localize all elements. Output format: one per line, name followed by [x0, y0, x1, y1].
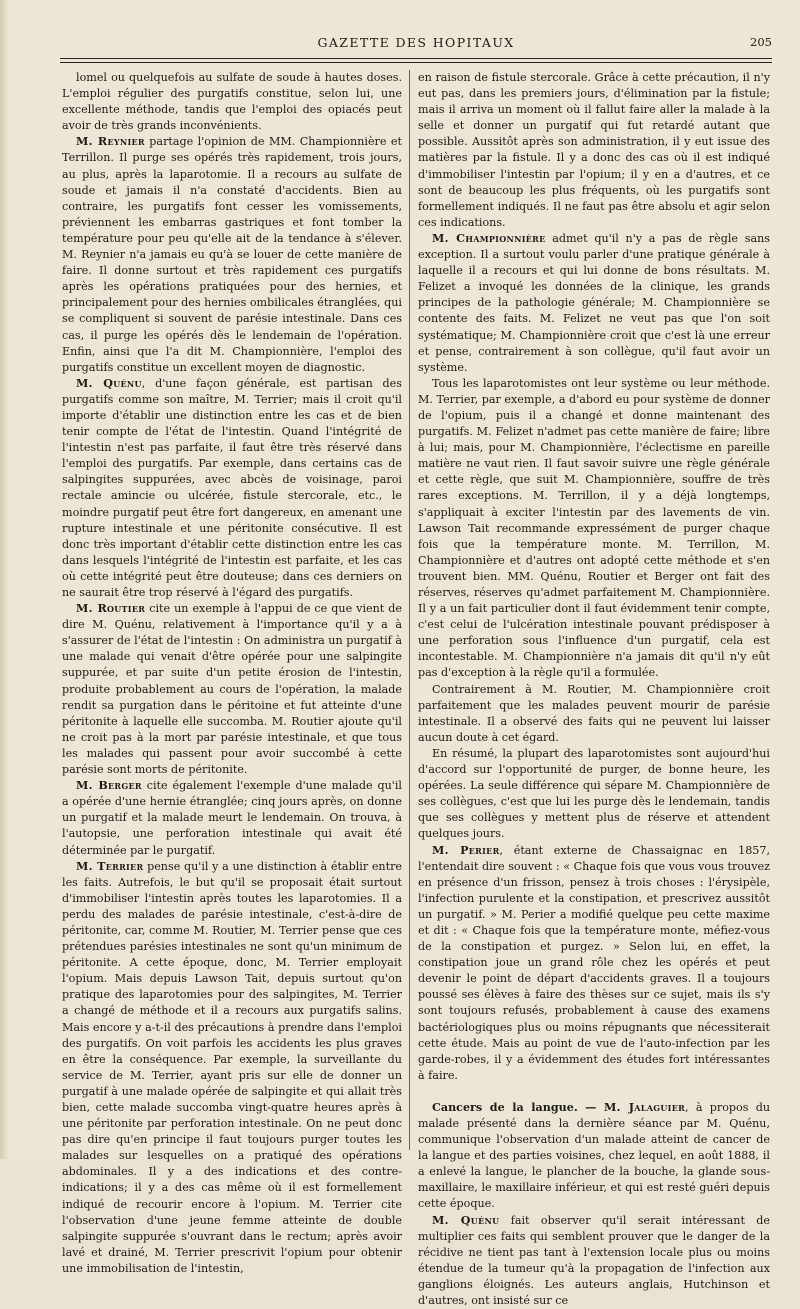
paragraph — [418, 70, 770, 231]
paragraph — [418, 843, 770, 1084]
speaker-name: M. Jalaguier — [604, 1100, 686, 1114]
paragraph-text: Tous les laparotomistes ont leur système ou leur méthode. M. Terrier, par exemple, a d'abord eu pour système de donner de l'opium, puis il a changé et donne maintenant des purgatifs. M. Felizet n'admet pas cette manière de faire; libre à lui; mais, pour M. Championnière, l'éclectisme en pareille matière ne vaut rien. Il faut savoir suivre une règle générale et cette règle, que suit M. Championnière, souffre de très rares exceptions. M. Terrillon, il y a déjà longtemps, s'appliquait à exciter l'intestin par des lavements de vin. Lawson Tait recommande expressément de purger chaque fois que la température monte. M. Terrillon, M. Championnière et d'autres ont adopté cette méthode et s'en trouvent bien. MM. Quénu, Routier et Berger ont fait des réserves, réserves qu'admet parfaitement M. Championnière. Il y a un fait particulier dont il faut évidemment tenir compte, c'est celui de l'ulcération intestinale pouvant prédisposer à une perforation sous l'influence d'un purgatif, cela est incontestable. M. Championnière n'a jamais dit qu'il n'y eût pas d'exception à la règle qu'il a formulée. — [418, 376, 770, 680]
paragraph — [62, 778, 402, 858]
paragraph-text: cite également l'exemple d'une malade qu'il a opérée d'une hernie étranglée; cinq jours après, on donne un purgatif et la malade meurt le lendemain. On trouva, à l'autopsie, une perforation intestinale qui avait été déterminée par le purgatif. — [62, 779, 402, 857]
speaker-name: M. Perier — [432, 843, 500, 857]
page-header — [60, 32, 772, 54]
speaker-name: M. Championnière — [432, 231, 546, 245]
paragraph — [418, 231, 770, 376]
paragraph — [418, 682, 770, 746]
paragraph-text: lomel ou quelquefois au sulfate de soude à hautes doses. L'emploi régulier des purgatifs constitue, selon lui, une excellente méthode, tandis que l'emploi des opiacés peut avoir de très grands inconvénients. — [62, 71, 402, 133]
paragraph-text: En résumé, la plupart des laparotomistes sont aujourd'hui d'accord sur l'opportunité de purger, de bonne heure, les opérées. La seule différence qui sépare M. Championnière de ses collègues, c'est que lui les purge dès le lendemain, tandis que ses collègues y mettent plus de réserve et attendent quelques jours. — [418, 746, 770, 841]
paragraph — [418, 1213, 770, 1309]
left-column — [62, 70, 402, 1275]
paragraph — [418, 746, 770, 843]
header-rule-top — [60, 58, 772, 59]
section-gap — [418, 1084, 770, 1100]
section-heading: Cancers de la langue. — — [432, 1100, 605, 1114]
paragraph-text: cite un exemple à l'appui de ce que vient de dire M. Quénu, relativement à l'importance qu'il y a à s'assurer de l'état de l'intestin : On administra un purgatif à une malade qui venait d'être opérée pour une salpingite suppurée, et par suite d'un petite érosion de l'intestin, produite probablement au cours de l'opération, la malade rendit sa purgation dans le péritoine et fut atteinte d'une péritonite à laquelle elle succomba. M. Routier ajoute qu'il ne croit pas à la mort par parésie intestinale, et que tous les malades qui passent pour avoir succombé à cette parésie sont morts de péritonite. — [62, 602, 402, 777]
paragraph-text: Contrairement à M. Routier, M. Championnière croit parfaitement que les malades peuvent mourir de parésie intestinale. Il a observé des faits qui ne peuvent lui laisser aucun doute à cet égard. — [418, 682, 770, 744]
speaker-name: M. Berger — [76, 779, 142, 793]
right-column — [418, 70, 771, 1308]
page-edge-shadow — [0, 0, 9, 1159]
speaker-name: M. Reynier — [76, 135, 145, 149]
paragraph-text: , d'une façon générale, est partisan des purgatifs comme son maître, M. Terrier; mais il croit qu'il importe d'établir une distinction entre les cas et de bien tenir compte de l'état de l'intestin. Quand l'intégrité de l'intestin n'est pas parfaite, il faut être très réservé dans l'emploi des purgatifs. Par exemple, dans certains cas de salpingites suppurées, avec abcès de voisinage, paroi rectale amincie ou ulcérée, fistule stercorale, etc., le moindre purgatif peut être fort dangereux, en amenant une rupture intestinale et une péritonite consécutive. Il est donc très important d'établir cette distinction entre les cas dans lesquels l'intégrité de l'intestin est parfaite, et les cas où cette intégrité peut être douteuse; dans ces derniers on ne saurait être trop réservé à l'égard des purgatifs. — [62, 376, 402, 599]
paragraph — [418, 1100, 770, 1213]
paragraph-text: fait observer qu'il serait intéressant de multiplier ces faits qui semblent prouver que le danger de la récidive ne tient pas tant à l'extension locale plus ou moins étendue de la tumeur qu'à la propagation de l'infection aux ganglions éloignés. Les auteurs anglais, Hutchinson et d'autres, ont insisté sur ce — [418, 1213, 770, 1308]
paragraph-text: , étant externe de Chassaignac en 1857, l'entendait dire souvent : « Chaque fois que vous vous trouvez en présence d'un frisson, pensez à trois choses : l'érysipèle, l'infection purulente et la constipation, et prescrivez aussitôt un purgatif. » M. Perier a modifié quelque peu cette maxime et dit : « Chaque fois que la température monte, méfiez-vous de la constipation et purgez. » Selon lui, en effet, la constipation joue un grand rôle chez les opérés et peut devenir le point de départ d'accidents graves. Il a toujours poussé ses élèves à faire des thèses sur ce sujet, mais ils s'y sont toujours refusés, probablement à cause des examens bactériologiques plus ou moins répugnants que nécessiterait cette étude. Mais au point de vue de l'auto-infection par les garde-robes, il y a évidemment des études fort intéressantes à faire. — [418, 843, 771, 1082]
paragraph — [418, 376, 770, 682]
column-divider — [409, 70, 410, 1150]
paragraph-text: en raison de fistule stercorale. Grâce à cette précaution, il n'y eut pas, dans les premiers jours, d'élimination par la fistule; mais il arriva un moment où il fallut faire aller la malade à la selle et donner un purgatif qui fut retardé autant que possible. Aussitôt après son administration, il y eut issue des matières par la fistule. Il y a donc des cas où il est indiqué d'immobiliser l'intestin par l'opium; il y en a d'autres, et ce sont de beaucoup les plus fréquents, où les purgatifs sont formellement indiqués. Il ne faut pas être absolu et agir selon ces indications. — [418, 71, 770, 229]
page-number: 205 — [750, 35, 772, 49]
paragraph — [62, 376, 402, 601]
paragraph-text: partage l'opinion de MM. Championnière et Terrillon. Il purge ses opérés très rapidement, trois jours, au plus, après la laparotomie. Il a recours au sulfate de soude et jamais il n'a constaté d'accidents. Bien au contraire, les purgatifs font cesser les vomissements, préviennent les embarras gastriques et font tomber la température pour peu qu'elle ait de la tendance à s'élever. M. Reynier n'a jamais eu qu'à se louer de cette manière de faire. Il donne surtout et très rapidement ces purgatifs après les opérations pratiquées pour des hernies, et principalement pour des hernies ombilicales étranglées, qui se compliquent si souvent de parésie intestinale. Dans ces cas, il purge les opérés dès le lendemain de l'opération. Enfin, ainsi que l'a dit M. Championnière, l'emploi des purgatifs constitue un excellent moyen de diagnostic. — [62, 135, 402, 374]
header-rule-bottom — [60, 62, 772, 63]
paragraph — [62, 70, 402, 134]
speaker-name: M. Routier — [76, 602, 146, 616]
journal-title: GAZETTE DES HOPITAUX — [317, 35, 515, 50]
paragraph-text: , à propos du malade présenté dans la dernière séance par M. Quénu, communique l'observation d'un malade atteint de cancer de la langue et des parties voisines, chez lequel, en août 1888, il a enlevé la langue, le plancher de la bouche, la glande sous-maxillaire, le maxillaire inférieur, et qui est resté guéri depuis cette époque. — [418, 1100, 771, 1211]
paragraph — [62, 859, 402, 1277]
speaker-name: M. Terrier — [76, 859, 144, 873]
paragraph-text: pense qu'il y a une distinction à établir entre les faits. Autrefois, le but qu'il se proposait était surtout d'immobiliser l'intestin après toutes les laparotomies. Il a perdu des malades de parésie intestinale, c'est-à-dire de péritonite, car, comme M. Routier, M. Terrier pense que ces prétendues parésies intestinales ne sont qu'un minimum de péritonite. A cette époque, donc, M. Terrier employait l'opium. Mais depuis Lawson Tait, depuis surtout qu'on pratique des laparotomies pour des salpingites, M. Terrier a changé de méthode et il a recours aux purgatifs salins. Mais encore y a-t-il des précautions à prendre dans l'emploi des purgatifs. On voit parfois les accidents les plus graves en être la conséquence. Par exemple, la surveillante du service de M. Terrier, ayant pris sur elle de donner un purgatif à une malade opérée de salpingite et qui allait très bien, cette malade succomba vingt-quatre heures après à une péritonite par perforation intestinale. On ne peut donc pas dire qu'en principe il faut toujours purger toutes les malades sur lesquelles on a pratiqué des opérations abdominales. Il y a des indications et des contre-indications; il y a des cas même où il est formellement indiqué de recourir encore à l'opium. M. Terrier cite l'observation d'une jeune femme atteinte de double salpingite suppurée s'ouvrant dans le rectum; après avoir lavé et drainé, M. Terrier prescrivit l'opium pour obtenir une immobilisation de l'intestin, — [62, 859, 402, 1275]
paragraph — [62, 134, 402, 375]
speaker-name: M. Quénu — [432, 1213, 500, 1227]
paragraph — [62, 601, 402, 778]
paragraph-text: admet qu'il n'y a pas de règle sans exception. Il a surtout voulu parler d'une pratique générale à laquelle il a recours et qui lui donne de bons résultats. M. Felizet a invoqué les données de la clinique, les grands principes de la pathologie générale; M. Championnière se contente des faits. M. Felizet ne veut pas que l'on soit systématique; M. Championnière croit que c'est là une erreur et pense, contrairement à son collègue, qu'il faut avoir un système. — [418, 231, 770, 374]
speaker-name: M. Quénu — [76, 376, 142, 390]
